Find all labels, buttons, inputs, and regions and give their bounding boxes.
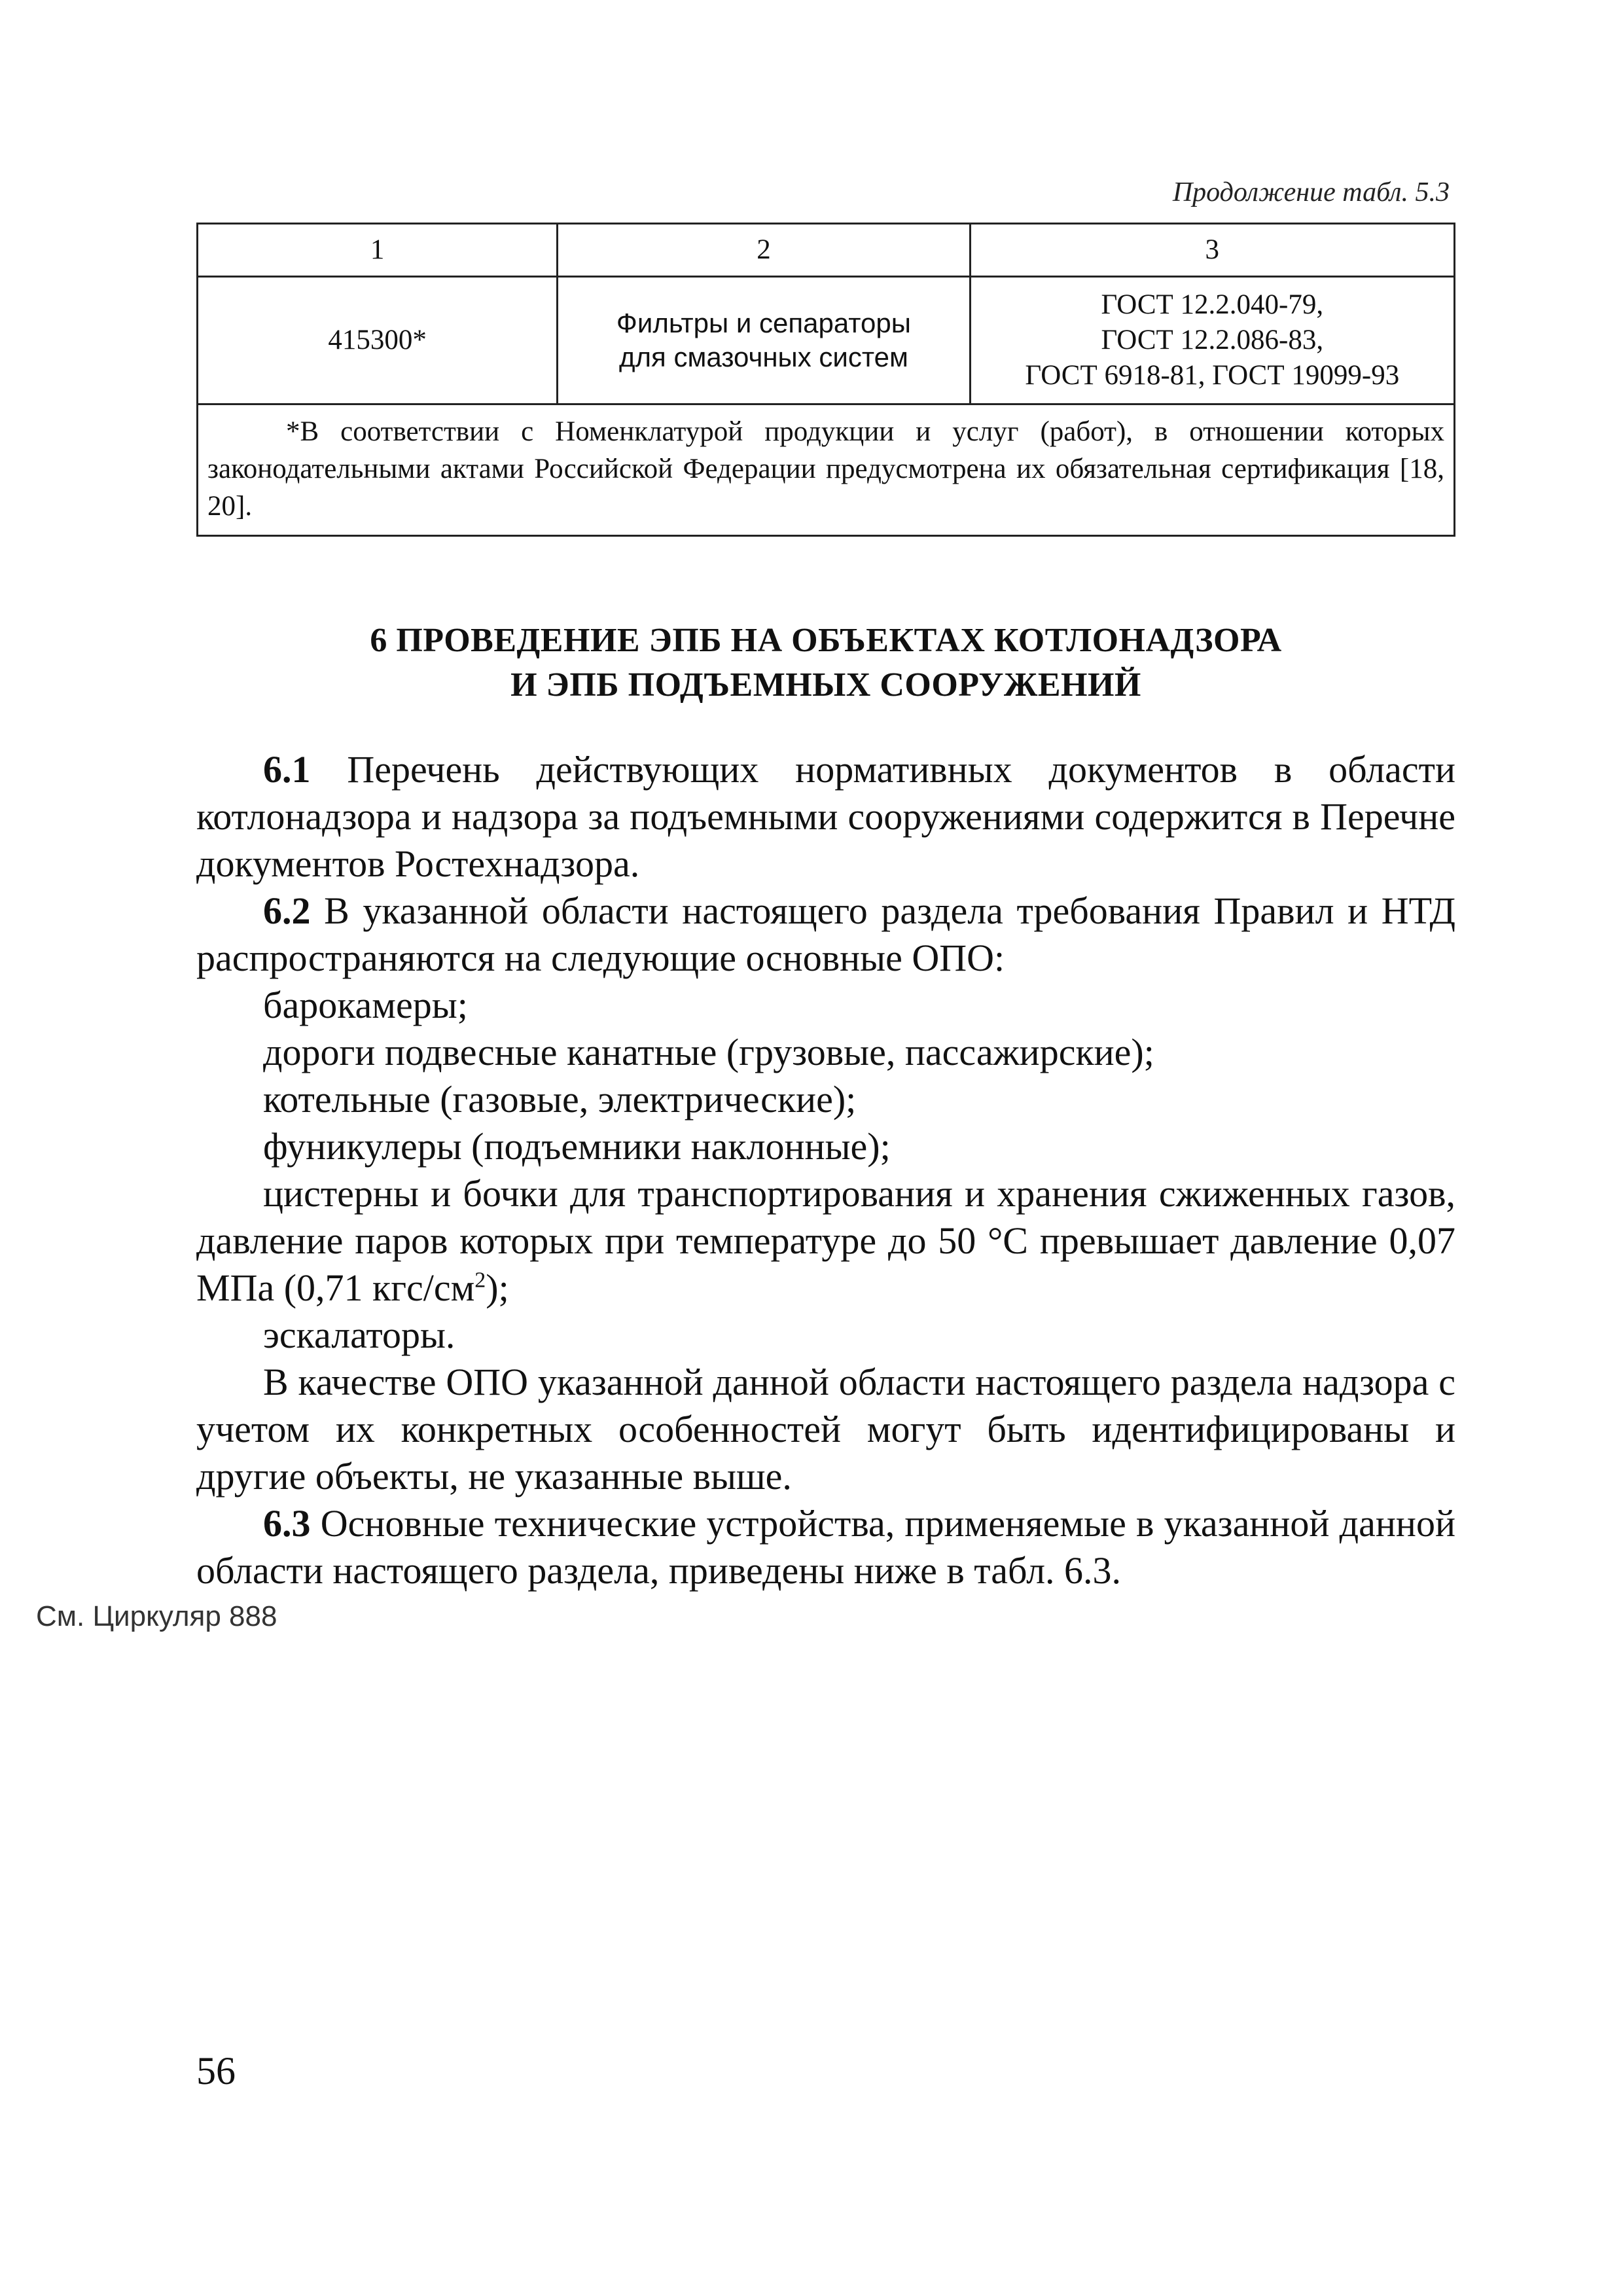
section-heading [196, 619, 1455, 707]
product-code-cell: 415300* [198, 277, 558, 404]
table-footnote-cell [198, 404, 1455, 536]
list-item: котельные (газовые, электрические); [263, 1078, 857, 1121]
body-text [196, 746, 1455, 1594]
table-header-cell: 3 [970, 224, 1454, 277]
standard-line: ГОСТ 12.2.040-79, [1101, 289, 1324, 321]
page-number: 56 [196, 2049, 236, 2092]
standard-line: ГОСТ 12.2.086-83, [1101, 325, 1324, 356]
section-heading-line: 6 ПРОВЕДЕНИЕ ЭПБ НА ОБЪЕКТАХ КОТЛОНАДЗОРА [370, 622, 1282, 659]
paragraph-6-2 [196, 888, 1455, 982]
paragraph-text: Перечень действующих нормативных документов в области котлонадзора и надзора за подъемными сооружениями содержится в Перечне документов Ростехнадзора. [196, 748, 1455, 885]
list-item: барокамеры; [263, 984, 468, 1026]
list-item: эскалаторы. [263, 1314, 455, 1356]
standards-cell [970, 277, 1454, 404]
section-heading-line: И ЭПБ ПОДЪЕМНЫХ СООРУЖЕНИЙ [510, 666, 1141, 704]
standards-table [196, 223, 1455, 537]
table-header-cell: 2 [558, 224, 970, 277]
paragraph-extra: В качестве ОПО указанной данной области настоящего раздела надзора с учетом их конкретных особенностей могут быть идентифицированы и другие объекты, не указанные выше. [196, 1361, 1455, 1498]
clause-number: 6.2 [263, 889, 311, 932]
product-name-line: для смазочных систем [619, 342, 908, 372]
table-header-row [198, 224, 1455, 277]
list-item [196, 1170, 1455, 1312]
list-item: дороги подвесные канатные (грузовые, пассажирские); [263, 1031, 1154, 1073]
table-header-cell: 1 [198, 224, 558, 277]
superscript: 2 [474, 1268, 486, 1293]
product-name-cell [558, 277, 970, 404]
table-row [198, 277, 1455, 404]
paragraph-6-3 [196, 1500, 1455, 1594]
paragraph-text: Основные технические устройства, применяемые в указанной данной области настоящего раздела, приведены ниже в табл. 6.3. [196, 1502, 1456, 1592]
product-name-line: Фильтры и сепараторы [616, 307, 911, 338]
circular-reference-stamp: См. Циркуляр 888 [36, 1600, 277, 1632]
table-footnote-text: *В соответствии с Номенклатурой продукции и услуг (работ), в отношении которых законодательными актами Российской Федерации предусмотрена их обязательная сертификация [18, 20]. [207, 416, 1444, 522]
table-footnote-row [198, 404, 1455, 536]
table-continuation-caption: Продолжение табл. 5.3 [1172, 177, 1450, 207]
clause-number: 6.3 [263, 1502, 311, 1545]
standard-line: ГОСТ 6918-81, ГОСТ 19099-93 [1025, 359, 1400, 391]
list-item-text: цистерны и бочки для транспортирования и хранения сжиженных газов, давление паров которых при температуре до 50 °С превышает давление 0,07 МПа (0,71 кгс/см [196, 1172, 1455, 1309]
list-item: фуникулеры (подъемники наклонные); [263, 1125, 891, 1168]
clause-number: 6.1 [263, 748, 311, 791]
paragraph-6-1 [196, 746, 1455, 888]
list-item-end: ); [486, 1266, 509, 1309]
paragraph-text: В указанной области настоящего раздела требования Правил и НТД распространяются на следующие основные ОПО: [196, 889, 1456, 979]
